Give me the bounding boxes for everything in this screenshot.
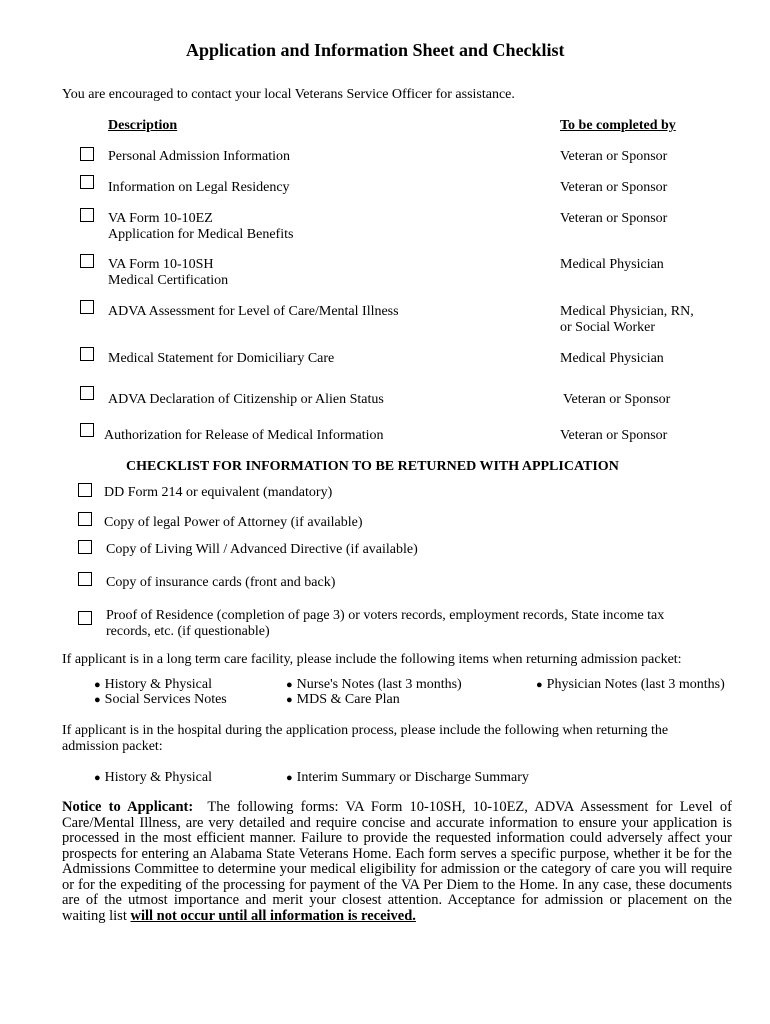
checklist-checkbox[interactable]: [78, 572, 92, 586]
long-term-item: [536, 677, 725, 693]
hospital-item-text: Interim Summary or Discharge Summary: [296, 770, 529, 785]
document-checkbox[interactable]: [80, 423, 94, 437]
document-label: Medical Statement for Domiciliary Care: [108, 351, 335, 366]
hospital-item: [286, 770, 529, 786]
document-responsible: Veteran or Sponsor: [563, 392, 671, 407]
long-term-item: [94, 692, 227, 708]
notice-label: Notice to Applicant:: [62, 799, 194, 815]
checklist-label: Copy of insurance cards (front and back): [106, 575, 336, 590]
document-label: Personal Admission Information: [108, 149, 290, 164]
document-responsible: Medical Physician, RN,: [560, 304, 694, 319]
long-term-intro: If applicant is in a long term care facility, please include the following items when returning admission packet:: [62, 652, 682, 667]
document-label: VA Form 10-10SH: [108, 257, 214, 272]
checklist-checkbox[interactable]: [78, 512, 92, 526]
checklist-checkbox[interactable]: [78, 483, 92, 497]
long-term-item-text: Physician Notes (last 3 months): [546, 677, 725, 692]
document-responsible: Veteran or Sponsor: [560, 180, 668, 195]
description-header: Description: [108, 118, 178, 133]
page-title: Application and Information Sheet and Checklist: [186, 40, 565, 60]
checklist-checkbox[interactable]: [78, 540, 92, 554]
intro-text: You are encouraged to contact your local Veterans Service Officer for assistance.: [62, 87, 515, 102]
document-checkbox[interactable]: [80, 147, 94, 161]
document-label: Information on Legal Residency: [108, 180, 290, 195]
document-label: ADVA Declaration of Citizenship or Alien Status: [108, 392, 384, 407]
document-checkbox[interactable]: [80, 208, 94, 222]
completed-by-header: To be completed by: [560, 118, 676, 133]
notice-body: The following forms: VA Form 10-10SH, 10-10EZ, ADVA Assessment for Level of Care/Mental Illness, are very detailed and require concise and accurate information to ensure your application is processed in the most efficient manner. Failure to provide the requested information could adversely affect your prospects for entering an Alabama State Veterans Home. Each form serves a specific purpose, whether it be for the Admissions Committee to determine your medical eligibility for admission or the category of care you will require or for the expediting of the processing for payment of the VA Per Diem to the Home. In any case, these documents are of the utmost importance and merit your closest attention. Acceptance for admission or placement on the waiting list: [62, 799, 732, 924]
long-term-item: [94, 677, 212, 693]
document-responsible: Medical Physician: [560, 351, 664, 366]
document-checkbox[interactable]: [80, 175, 94, 189]
hospital-intro-line2: admission packet:: [62, 739, 163, 754]
checklist-checkbox[interactable]: [78, 611, 92, 625]
checklist-label: Proof of Residence (completion of page 3) or voters records, employment records, State income tax: [106, 608, 665, 623]
checklist-label: Copy of legal Power of Attorney (if available): [104, 515, 363, 530]
notice-emphasis: will not occur until all information is received.: [130, 907, 416, 924]
hospital-item: [94, 770, 212, 786]
document-label: ADVA Assessment for Level of Care/Mental Illness: [108, 304, 399, 319]
document-responsible: Medical Physician: [560, 257, 664, 272]
long-term-item-text: Nurse's Notes (last 3 months): [296, 677, 462, 692]
checklist-label: DD Form 214 or equivalent (mandatory): [104, 485, 333, 500]
document-responsible: Veteran or Sponsor: [560, 428, 668, 443]
checklist-label-line2: records, etc. (if questionable): [106, 624, 270, 639]
hospital-item-text: History & Physical: [104, 770, 212, 785]
document-label-line2: Application for Medical Benefits: [108, 227, 294, 242]
long-term-item-text: History & Physical: [104, 677, 212, 692]
document-label-line2: Medical Certification: [108, 273, 229, 288]
checklist-heading: CHECKLIST FOR INFORMATION TO BE RETURNED WITH APPLICATION: [126, 459, 619, 474]
document-checkbox[interactable]: [80, 300, 94, 314]
document-responsible-line2: or Social Worker: [560, 320, 656, 335]
document-checkbox[interactable]: [80, 254, 94, 268]
hospital-intro: If applicant is in the hospital during the application process, please include the following when returning the: [62, 723, 669, 738]
document-label: VA Form 10-10EZ: [108, 211, 213, 226]
document-checkbox[interactable]: [80, 386, 94, 400]
long-term-item-text: MDS & Care Plan: [296, 692, 400, 707]
document-checkbox[interactable]: [80, 347, 94, 361]
document-responsible: Veteran or Sponsor: [560, 149, 668, 164]
document-responsible: Veteran or Sponsor: [560, 211, 668, 226]
notice-paragraph: [62, 800, 732, 924]
checklist-label: Copy of Living Will / Advanced Directive (if available): [106, 542, 418, 557]
long-term-item-text: Social Services Notes: [104, 692, 227, 707]
document-label: Authorization for Release of Medical Information: [104, 428, 384, 443]
long-term-item: [286, 677, 462, 693]
long-term-item: [286, 692, 400, 708]
